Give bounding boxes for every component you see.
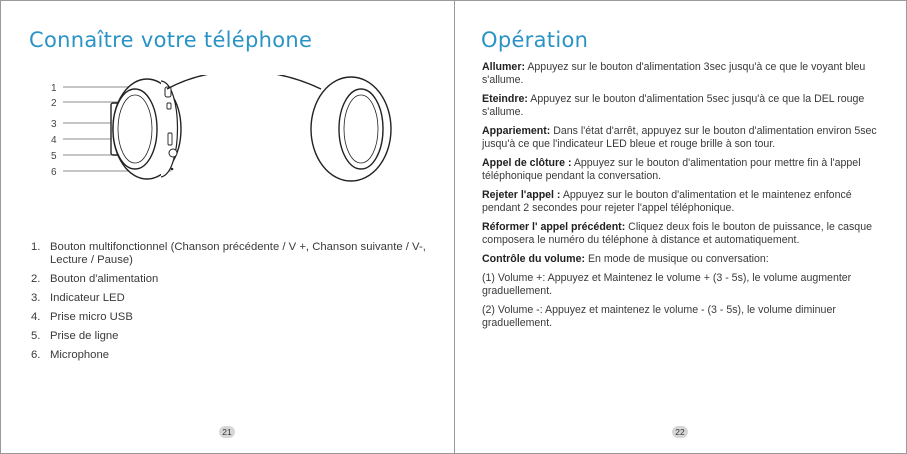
item-number: 1. [31,241,41,253]
page-number: 22 [672,426,688,438]
operation-paragraph [482,221,882,247]
callout-number: 3 [51,119,57,130]
item-text: Prise de ligne [50,330,119,342]
headphones-diagram [51,75,401,225]
left-page [1,1,454,453]
left-earcup [111,79,181,179]
item-text: Bouton multifonctionnel (Chanson précédente / V +, Chanson suivante / V-, Lecture / Pause) [50,241,426,266]
item-text: Indicateur LED [50,292,125,304]
list-item [31,330,431,343]
item-number: 2. [31,273,41,285]
item-number: 5. [31,330,41,342]
list-item [31,292,431,305]
callout-number: 6 [51,167,57,178]
operation-label: Eteindre: [482,93,528,105]
list-item [31,349,431,362]
operation-text: Appuyez sur le bouton d'alimentation 3sec jusqu'à ce que le voyant bleu s'allume. [482,61,866,86]
page-number: 21 [219,426,235,438]
list-item [31,273,431,286]
operation-text: Appuyez sur le bouton d'alimentation pour mettre fin à l'appel téléphonique pendant la conversation. [482,157,861,182]
operation-text: Appuyez sur le bouton d'alimentation et le maintenez enfoncé pendant 2 secondes pour rejeter l'appel téléphonique. [482,189,852,214]
item-text: Microphone [50,349,110,361]
operation-label: Contrôle du volume: [482,253,585,265]
operation-label: Réformer l' appel précédent: [482,221,626,233]
operation-label: Appariement: [482,125,551,137]
callout-number: 1 [51,83,57,94]
callout-number: 5 [51,151,57,162]
operation-instructions [482,61,882,336]
volume-step: (1) Volume +: Appuyez et Maintenez le volume + (3 - 5s), le volume augmenter graduellement. [482,272,852,297]
operation-text: En mode de musique ou conversation: [585,253,769,265]
right-page [454,1,907,453]
item-text: Prise micro USB [50,311,133,323]
operation-paragraph [482,253,882,266]
callout-number: 4 [51,135,57,146]
operation-paragraph [482,93,882,119]
operation-paragraph [482,61,882,87]
right-earcup [311,77,391,181]
list-item [31,241,431,267]
operation-text: Cliquez deux fois le bouton de puissance, le casque composera le numéro du téléphone à distance et automatiquement. [482,221,872,246]
operation-paragraph [482,189,882,215]
operation-label: Allumer: [482,61,525,73]
item-number: 6. [31,349,41,361]
volume-step: (2) Volume -: Appuyez et maintenez le volume - (3 - 5s), le volume diminuer graduellement. [482,304,836,329]
item-number: 4. [31,311,41,323]
operation-paragraph [482,157,882,183]
operation-label: Rejeter l'appel : [482,189,561,201]
item-number: 3. [31,292,41,304]
operation-text: Appuyez sur le bouton d'alimentation 5sec jusqu'à ce que la DEL rouge s'allume. [482,93,865,118]
list-item [31,311,431,324]
item-text: Bouton d'alimentation [50,273,159,285]
headband [167,75,321,89]
operation-paragraph [482,125,882,151]
callout-number: 2 [51,98,57,109]
feature-list [31,241,431,368]
page-title: Connaître votre téléphone [29,28,313,52]
page-title: Opération [481,28,589,52]
operation-label: Appel de clôture : [482,157,572,169]
operation-text: Dans l'état d'arrêt, appuyez sur le bouton d'alimentation environ 5sec jusqu'à ce que l'indicateur LED bleue et rouge brille à son tour. [482,125,877,150]
